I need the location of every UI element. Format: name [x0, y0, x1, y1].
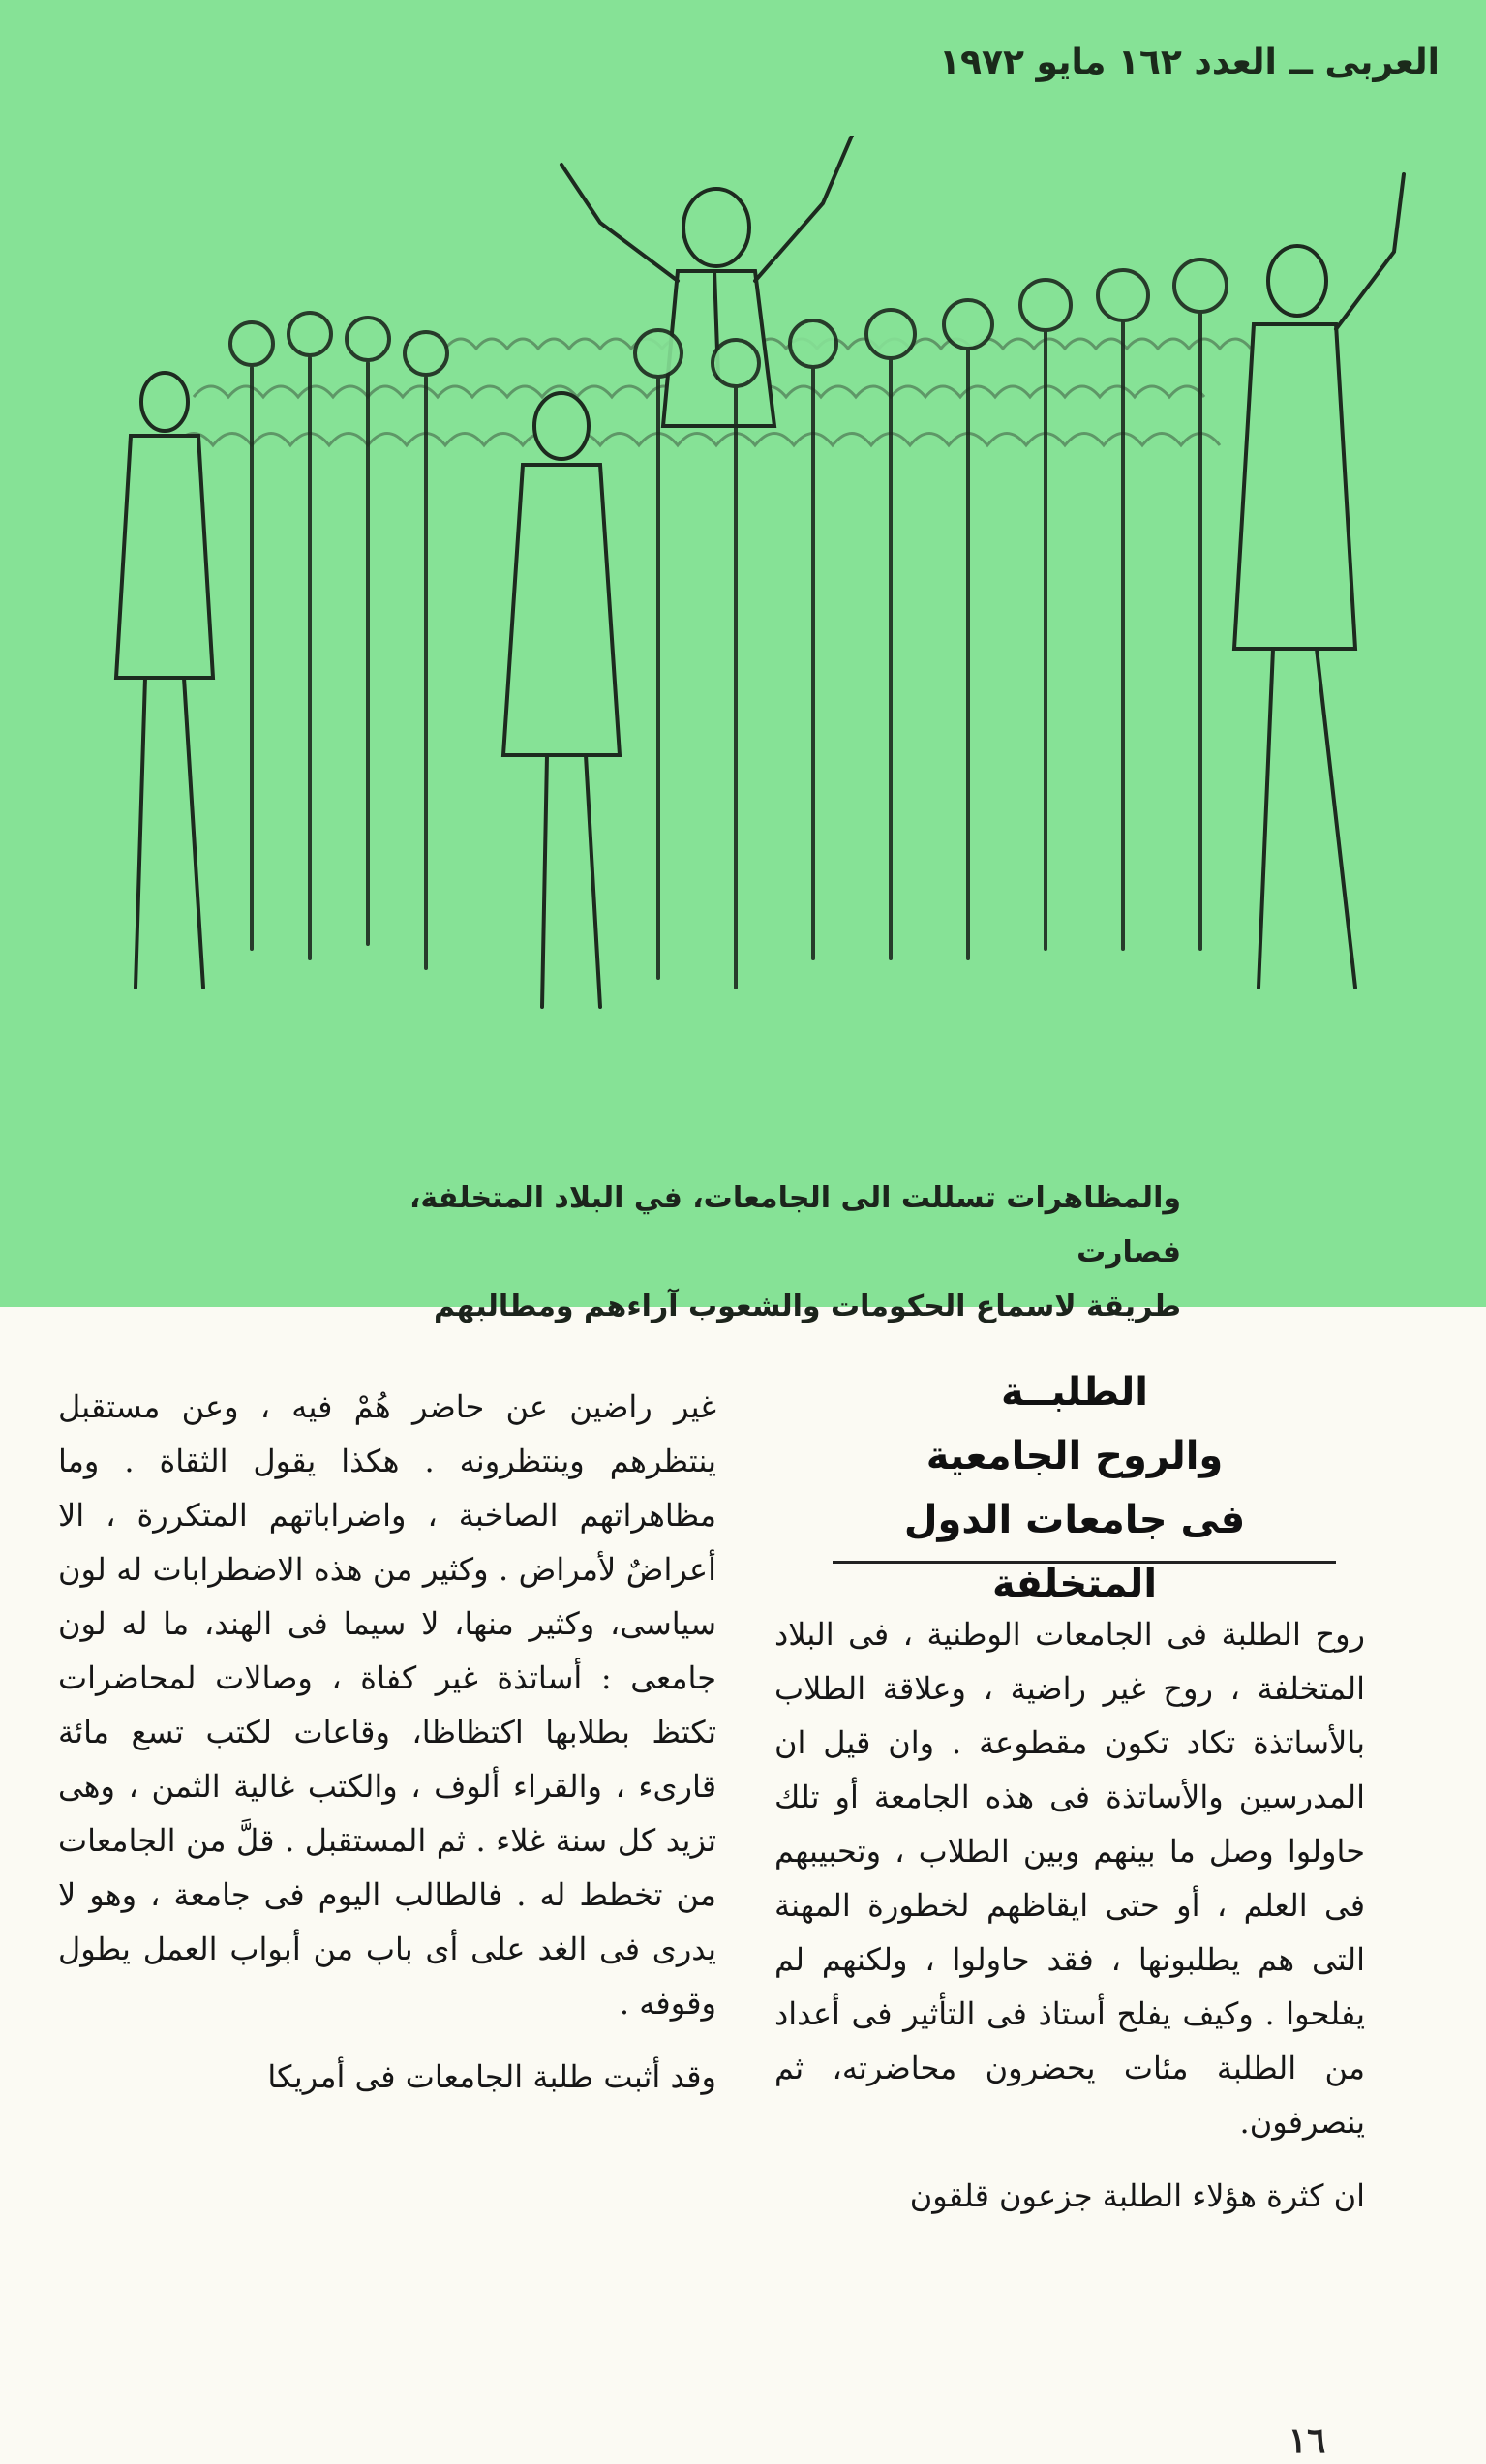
article-column-left	[58, 1380, 716, 2104]
illustration-caption	[310, 1171, 1181, 1334]
title-line: الطلبــة	[1001, 1370, 1148, 1415]
demonstration-drawing	[58, 136, 1442, 1142]
right-figure	[1234, 174, 1404, 988]
page-number: ١٦	[1288, 2420, 1326, 2461]
paragraph: وقد أثبت طلبة الجامعات فى أمريكا	[267, 2058, 716, 2095]
title-line: والروح الجامعية	[925, 1434, 1224, 1478]
paragraph: ان كثرة هؤلاء الطلبة جزعون قلقون	[909, 2177, 1365, 2214]
paragraph: روح الطلبة فى الجامعات الوطنية ، فى البلاد المتخلفة ، روح غير راضية ، وعلاقة الطلاب بالأساتذة تكاد تكون مقطوعة . وان قيل ان المدرسين والأساتذة فى هذه الجامعة أو تلك حاولوا وصل ما بينهم وبين الطلاب ، وتحبيبهم فى العلم ، أو حتى ايقاظهم لخطورة المهنة التى هم يطلبونها ، فقد حاولوا ، ولكنهم لم يفلحوا . وكيف يفلح أستاذ فى التأثير فى أعداد من الطلبة مئات يحضرون محاضرته، ثم ينصرفون.	[774, 1616, 1365, 2141]
crowd-figures-row	[230, 259, 1227, 988]
caption-line: طريقة لاسماع الحكومات والشعوب آراءهم ومطالبهم	[434, 1290, 1181, 1323]
running-head: العربى ــ العدد ١٦٢ مايو ١٩٧٢	[939, 43, 1440, 82]
front-left-figure	[116, 373, 213, 988]
paragraph: غير راضين عن حاضر هُمْ فيه ، وعن مستقبل ينتظرهم وينتظرونه . هكذا يقول الثقاة . وما مظاهراتهم الصاخبة ، واضراباتهم المتكررة ، الا أعراضٌ لأمراض . وكثير من هذه الاضطرابات له لون سياسى، وكثير منها، لا سيما فى الهند، ما له لون جامعى : أساتذة غير كفاة ، وصالات لمحاضرات تكتظ بطلابها اكتظاظا، وقاعات لكتب تسع مائة قارىء ، والقراء ألوف ، والكتب غالية الثمن ، وهى تزيد كل سنة غلاء . ثم المستقبل . قلَّ من الجامعات من تخطط له . فالطالب اليوم فى جامعة ، وهو لا يدرى فى الغد على أى باب من أبواب العمل يطول وقوفه .	[58, 1388, 716, 2022]
student-figures	[116, 136, 1404, 1007]
middle-figure	[503, 393, 620, 1007]
caption-line: والمظاهرات تسللت الى الجامعات، في البلاد المتخلفة، فصارت	[409, 1181, 1181, 1269]
article-column-right	[774, 1607, 1365, 2223]
article-title	[823, 1360, 1326, 1616]
title-underline	[833, 1561, 1336, 1564]
lifted-student-figure	[561, 136, 852, 426]
title-line: فى جامعات الدول المتخلفة	[903, 1498, 1246, 1606]
